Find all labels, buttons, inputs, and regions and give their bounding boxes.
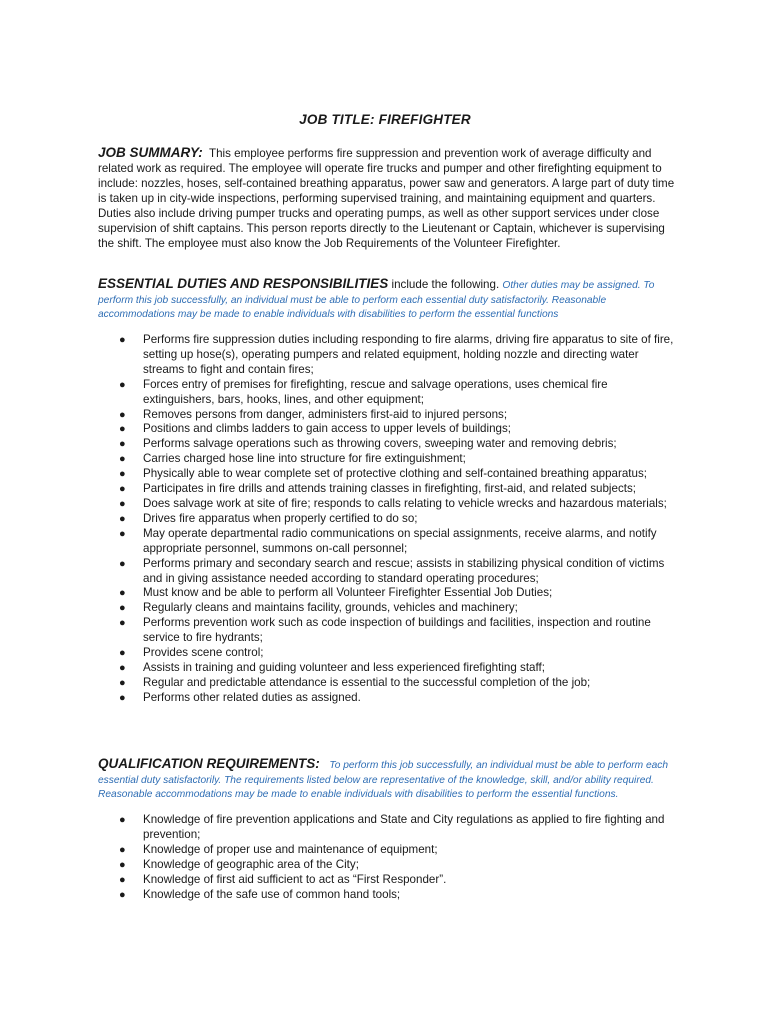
duty-text: Performs fire suppression duties including responding to fire alarms, driving fire apparatus to site of fire, setting up hose(s), operating pumpers and related equipment, holding nozzle and directing water streams to fight and contain fires; [143, 333, 674, 376]
list-item [98, 813, 678, 843]
list-item [98, 408, 678, 423]
list-item [98, 557, 678, 587]
duty-text: Drives fire apparatus when properly certified to do so; [143, 511, 418, 525]
duties-heading: ESSENTIAL DUTIES AND RESPONSIBILITIES [98, 276, 389, 291]
qualifications-heading: QUALIFICATION REQUIREMENTS: [98, 756, 320, 771]
duty-text: May operate departmental radio communications on special assignments, receive alarms, and notify appropriate personnel, summons on-call personnel; [143, 526, 657, 555]
duty-text: Performs primary and secondary search and rescue; assists in stabilizing physical condition of victims and in giving assistance needed according to standard operating procedures; [143, 556, 665, 585]
list-item [98, 452, 678, 467]
bullet-icon: ● [119, 888, 126, 901]
bullet-icon: ● [119, 691, 126, 704]
qualification-text: Knowledge of fire prevention applications and State and City regulations as applied to fire fighting and prevention; [143, 813, 665, 841]
bullet-icon: ● [119, 334, 126, 346]
list-item [98, 333, 678, 378]
list-item [98, 616, 678, 646]
qualification-text: Knowledge of first aid sufficient to act as “First Responder”. [143, 872, 447, 886]
duty-text: Participates in fire drills and attends training classes in firefighting, first-aid, and related subjects; [143, 482, 636, 496]
duties-intro: include the following. [391, 278, 500, 291]
duty-text: Assists in training and guiding volunteer and less experienced firefighting staff; [143, 660, 545, 674]
bullet-icon: ● [119, 468, 126, 481]
qualifications-list [98, 813, 678, 902]
bullet-icon: ● [119, 617, 126, 630]
duty-text: Physically able to wear complete set of protective clothing and self-contained breathing apparatus; [143, 467, 647, 481]
bullet-icon: ● [119, 647, 126, 660]
bullet-icon: ● [119, 483, 126, 496]
list-item [98, 873, 678, 888]
duty-text: Removes persons from danger, administers first-aid to injured persons; [143, 407, 508, 421]
duty-text: Carries charged hose line into structure for fire extinguishment; [143, 452, 466, 466]
duty-text: Positions and climbs ladders to gain access to upper levels of buildings; [143, 422, 511, 436]
bullet-icon: ● [119, 497, 126, 510]
duty-text: Forces entry of premises for firefighting, rescue and salvage operations, uses chemical fire extinguishers, bars, hooks, lines, and other equipment; [143, 377, 608, 406]
list-item [98, 378, 678, 408]
duty-text: Does salvage work at site of fire; responds to calls relating to vehicle wrecks and hazardous materials; [143, 496, 667, 510]
duty-text: Performs other related duties as assigned. [143, 690, 361, 704]
bullet-icon: ● [119, 661, 126, 674]
job-title: JOB TITLE: FIREFIGHTER [299, 112, 471, 127]
list-item [98, 601, 678, 616]
list-item [98, 467, 678, 482]
list-item [98, 843, 678, 858]
bullet-icon: ● [119, 527, 126, 540]
list-item [98, 691, 678, 706]
bullet-icon: ● [119, 602, 126, 615]
bullet-icon: ● [119, 587, 126, 600]
qualifications-note: To perform this job successfully, an individual must be able to perform each essential duty satisfactorily. The requirements listed below are representative of the knowledge, skill, and/or ability required. Reasonable accommodations may be made to enable individuals with disabilities to perform the essential functions. [98, 760, 669, 801]
duty-text: Performs salvage operations such as throwing covers, sweeping water and removing debris; [143, 437, 617, 451]
list-item [98, 497, 678, 512]
job-summary-heading: JOB SUMMARY: [98, 145, 203, 160]
list-item [98, 858, 678, 873]
bullet-icon: ● [119, 814, 126, 826]
bullet-icon: ● [119, 453, 126, 466]
job-summary-section [98, 145, 678, 251]
bullet-icon: ● [119, 408, 126, 421]
duty-text: Regular and predictable attendance is essential to the successful completion of the job; [143, 675, 591, 689]
bullet-icon: ● [119, 423, 126, 436]
list-item [98, 676, 678, 691]
bullet-icon: ● [119, 858, 126, 871]
duty-text: Performs prevention work such as code inspection of buildings and facilities, inspection and routine service to fire hydrants; [143, 616, 651, 645]
qualifications-heading-section [98, 757, 678, 802]
list-item [98, 888, 678, 903]
list-item [98, 512, 678, 527]
list-item [98, 646, 678, 661]
bullet-icon: ● [119, 843, 126, 856]
list-item [98, 437, 678, 452]
job-summary-text: This employee performs fire suppression and prevention work of average difficulty and related work as required. The employee will operate fire trucks and pumper and other firefighting equipment to include: nozzles, hoses, self-contained breathing apparatus, power saw and generators. A large part of duty time is taken up in city-wide inspections, performing supervised training, and maintaining equipment and quarters. Duties also include driving pumper trucks and operating pumps, as well as other support services under close supervision of shift captains. This person reports directly to the Lieutenant or Captain, whichever is supervising the shift. The employee must also know the Job Requirements of the Volunteer Firefighter. [98, 147, 675, 250]
duty-text: Provides scene control; [143, 646, 264, 660]
list-item [98, 586, 678, 601]
duty-text: Must know and be able to perform all Volunteer Firefighter Essential Job Duties; [143, 586, 553, 600]
duties-note: Other duties may be assigned. To perform this job successfully, an individual must be able to perform each essential duty satisfactorily. Reasonable accommodations may be made to enable individuals with disabilities to perform the essential functions [98, 280, 655, 321]
duty-text: Regularly cleans and maintains facility, grounds, vehicles and machinery; [143, 601, 518, 615]
list-item [98, 661, 678, 676]
qualification-text: Knowledge of proper use and maintenance of equipment; [143, 842, 438, 856]
bullet-icon: ● [119, 557, 126, 570]
duties-list [98, 333, 678, 706]
bullet-icon: ● [119, 873, 126, 886]
qualification-text: Knowledge of geographic area of the City; [143, 857, 359, 871]
duties-heading-section [98, 277, 678, 322]
bullet-icon: ● [119, 512, 126, 525]
list-item [98, 422, 678, 437]
bullet-icon: ● [119, 438, 126, 451]
bullet-icon: ● [119, 378, 126, 391]
bullet-icon: ● [119, 676, 126, 689]
list-item [98, 527, 678, 557]
qualification-text: Knowledge of the safe use of common hand tools; [143, 887, 401, 901]
list-item [98, 482, 678, 497]
